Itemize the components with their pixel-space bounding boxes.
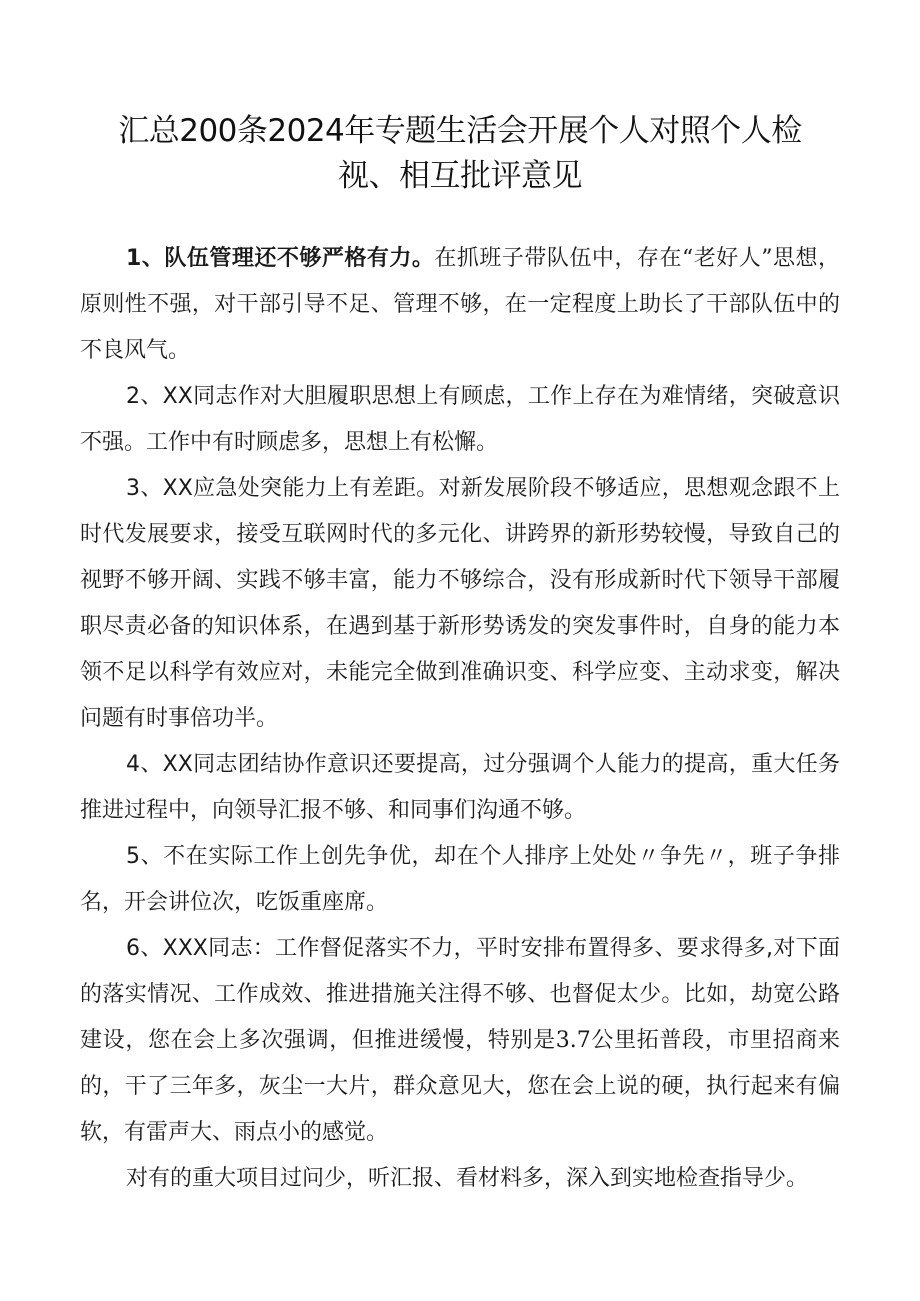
paragraph-text: 对新发展阶段不够适应，思想观念跟不上时代发展要求，接受互联网时代的多元化、讲跨界的新形势较慢，导致自己的视野不够开阔、实践不够丰富，能力不够综合，没有形成新时代下领导干部履职尽责必备的知识体系，在遇到基于新形势诱发的突发事件时，自身的能力本领不足以科学有效应对，未能完全做到准确识变、科学应变、主动求变，解决问题有时事倍功半。 [80, 476, 840, 731]
paragraph-2 [80, 374, 840, 466]
document-title-line-1: 汇总200条2024年专题生活会开展个人对照个人检 [118, 113, 802, 149]
document-body [80, 236, 840, 1202]
paragraph-4 [80, 742, 840, 834]
paragraph-1 [80, 236, 840, 374]
paragraph-6 [80, 926, 840, 1156]
paragraph-5 [80, 834, 840, 926]
paragraph-lead: 3、XX应急处突能力上有差距。 [126, 476, 439, 501]
paragraph-text: 工作中有时顾虑多，思想上有松懈。 [146, 430, 499, 455]
closing-paragraph: 对有的重大项目过问少，听汇报、看材料多，深入到实地检查指导少。 [126, 1166, 809, 1191]
paragraph-lead: 6、XXX同志：工作督促落实不力，平时安排布置得多、要求得多,对下面的落实情况、工作成效、推进措施关注得不够、也督促太少。 [80, 936, 840, 1007]
paragraph-text: 比如，劫宽公路建设，您在会上多次强调，但推进缓慢，特别是3.7公里拓普段，市里招商来的，干了三年多，灰尘一大片，群众意见大，您在会上说的硬，执行起来有偏软，有雷声大、雨点小的感觉。 [80, 982, 840, 1145]
paragraph-lead: 2、XX同志作对大胆履职思想上有顾虑，工作上存在为难情绪，突破意识不强。 [80, 384, 840, 455]
paragraph-lead: 5、不在实际工作上创先争优，却在个人排序上处处〃争先〃，班子争排名，开会讲位次，吃饭重座席。 [80, 844, 840, 915]
paragraph-text: 在抓班子带队伍中，存在“老好人”思想，原则性不强，对干部引导不足、管理不够，在一定程度上助长了干部队伍中的不良风气。 [80, 246, 840, 363]
paragraph-3 [80, 466, 840, 742]
paragraph-lead: 1、队伍管理还不够严格有力。 [126, 246, 435, 271]
document-title-line-2: 视、相互批评意见 [338, 158, 582, 194]
paragraph-lead: 4、XX同志团结协作意识还要提高，过分强调个人能力的提高，重大任务推进过程中，向领导汇报不够、和同事们沟通不够。 [80, 752, 840, 823]
